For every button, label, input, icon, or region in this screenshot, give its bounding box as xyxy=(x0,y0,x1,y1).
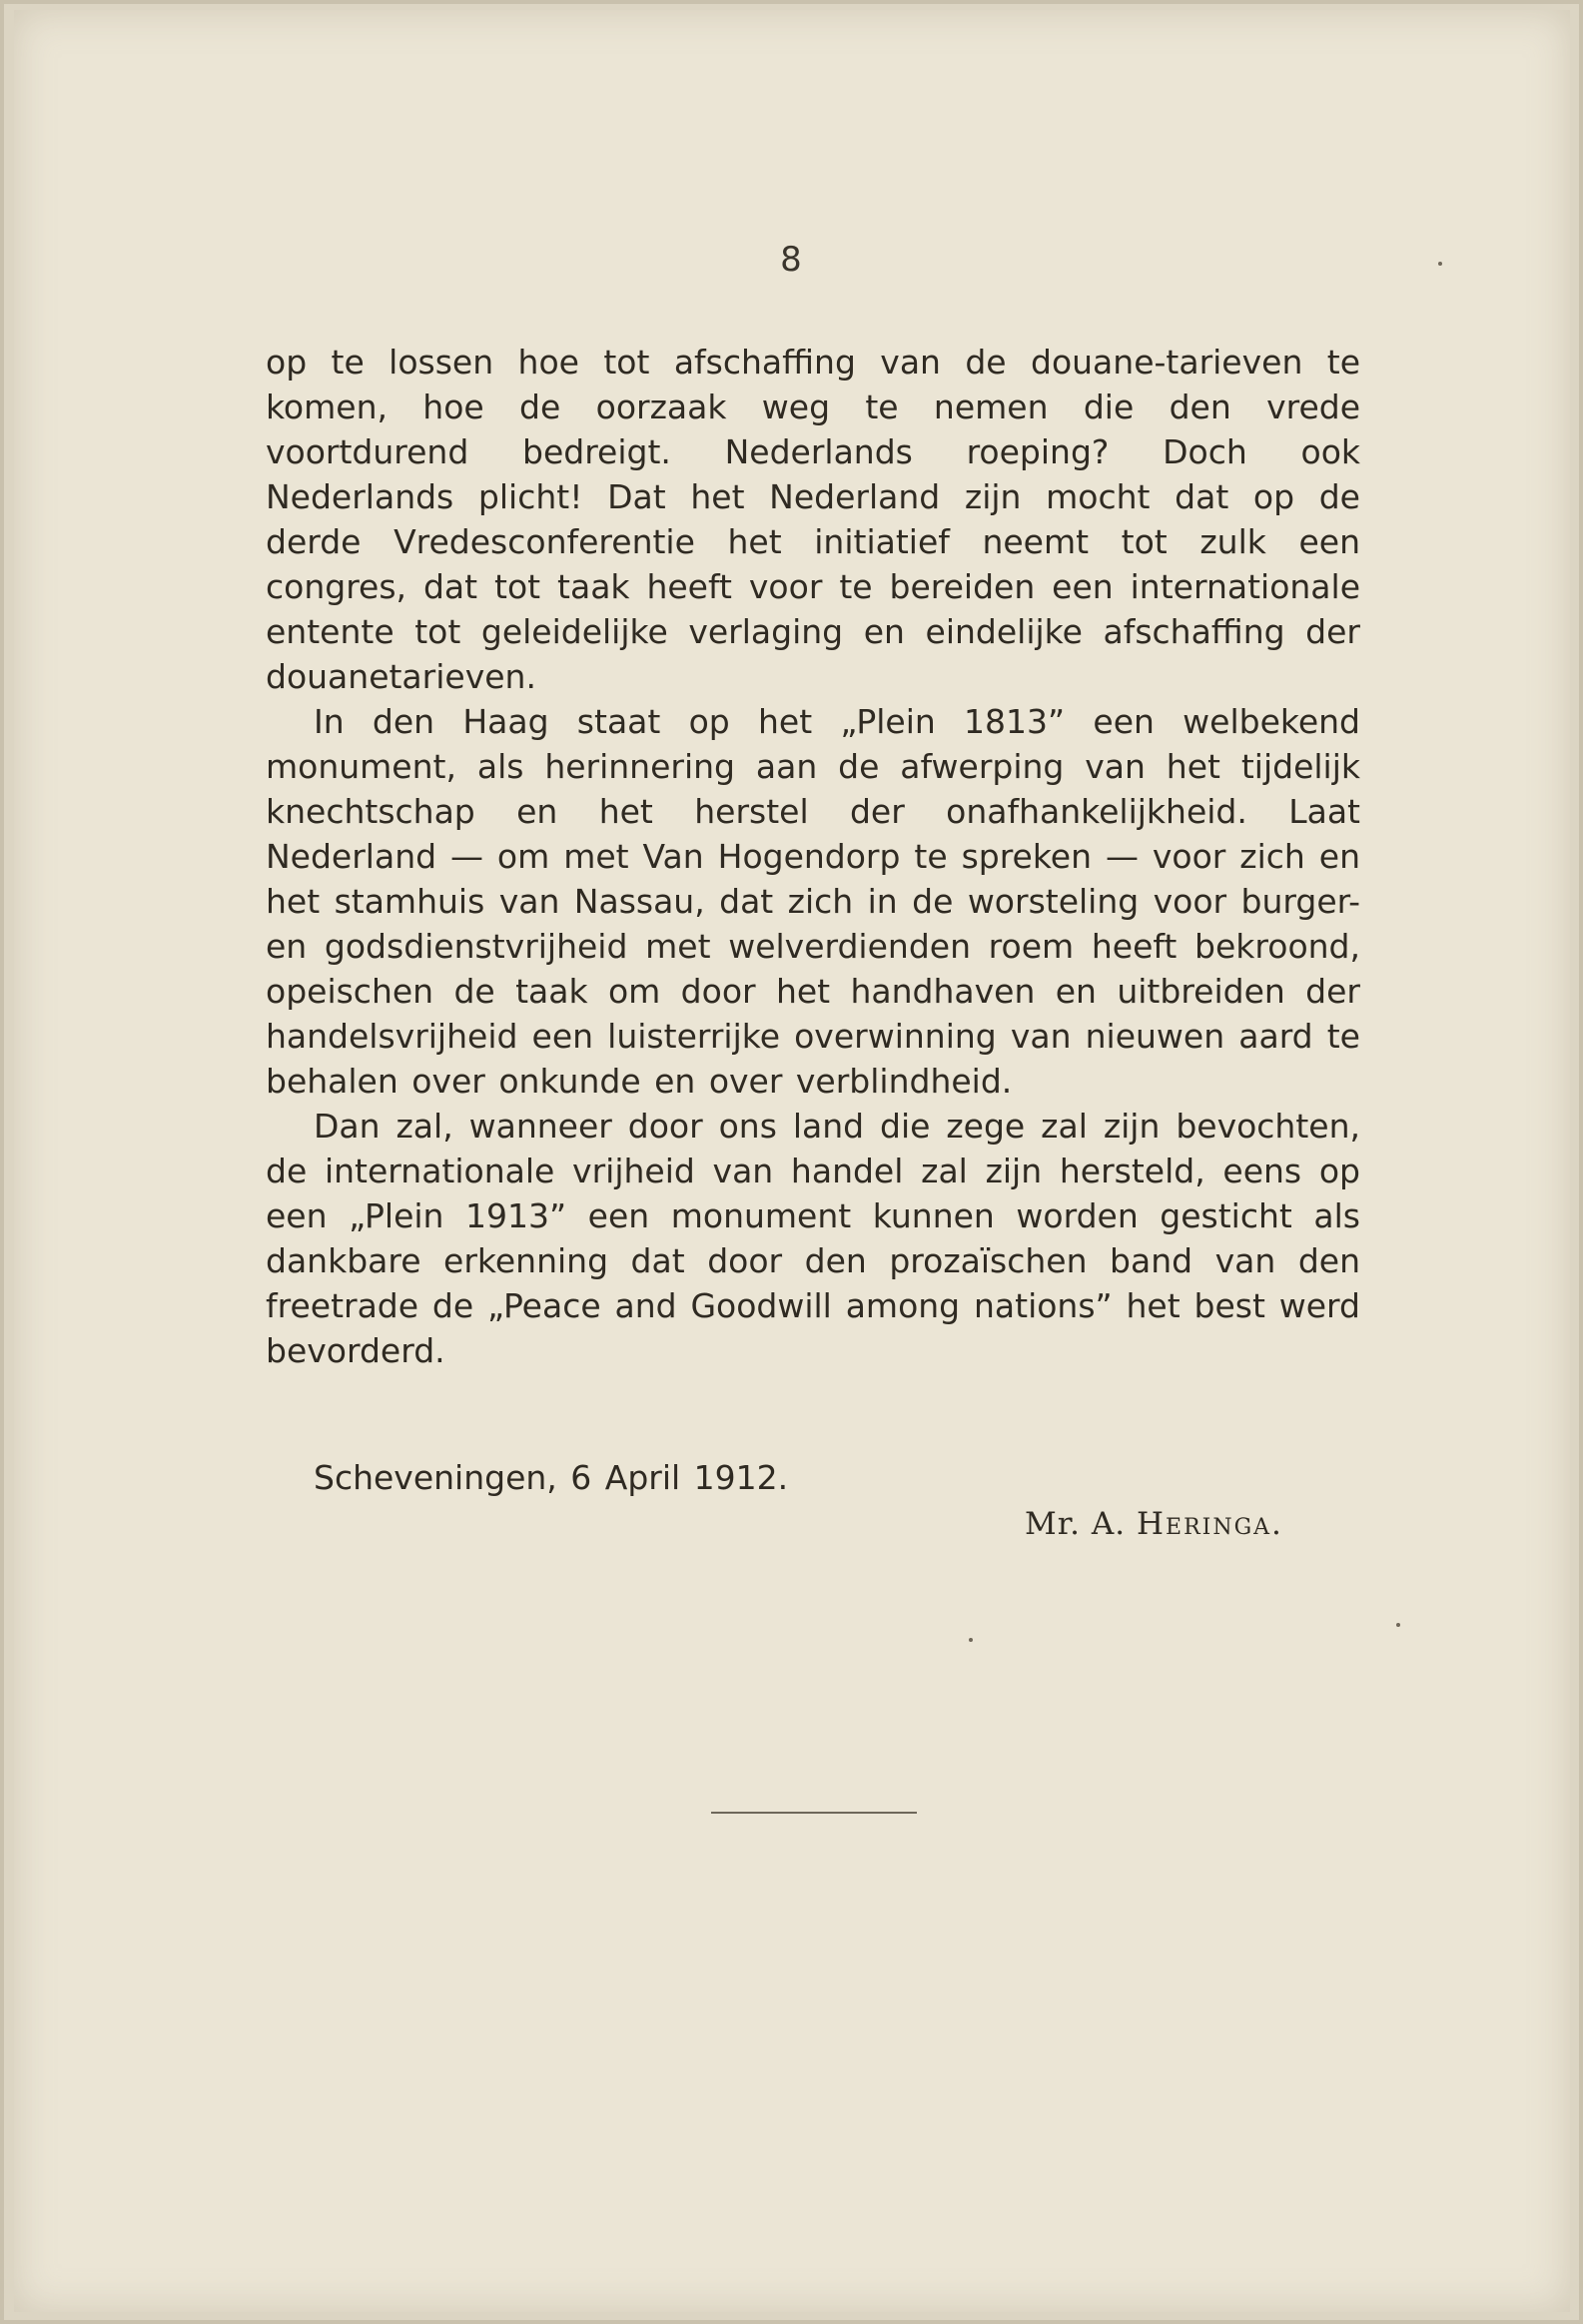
paragraph-1: op te lossen hoe tot afschaffing van de douane-tarieven te komen, hoe de oorzaak weg te nemen die den vrede voortdurend bedreigt. Nederlands roeping? Doch ook Nederlands plicht! Dat het Nederland zijn mocht dat op de derde Vredesconferentie het initiatief neemt tot zulk een congres, dat tot taak heeft voor te bereiden een internationale entente tot geleidelijke verlaging en eindelijke afschaffing der douanetarieven. xyxy=(266,343,1360,696)
page-number: 8 xyxy=(780,240,803,280)
paper-speck xyxy=(1396,1623,1400,1627)
signature-prefix: Mr. A. xyxy=(1025,1506,1137,1542)
place-and-date: Scheveningen, 6 April 1912. xyxy=(314,1458,789,1497)
author-signature xyxy=(1025,1506,1283,1542)
end-rule xyxy=(711,1812,917,1814)
paper-speck xyxy=(969,1638,973,1642)
signature-name: Heringa. xyxy=(1136,1506,1283,1542)
paper-speck xyxy=(1438,262,1442,266)
paragraph-2: In den Haag staat op het „Plein 1813” een welbekend monument, als herinnering aan de afwerping van het tijdelijk knechtschap en het herstel der onafhankelijkheid. Laat Nederland — om met Van Hogendorp te spreken — voor zich en het stamhuis van Nassau, dat zich in de worsteling voor burger- en godsdienstvrijheid met welverdienden roem heeft bekroond, opeischen de taak om door het handhaven en uitbreiden der handelsvrijheid een luisterrijke overwinning van nieuwen aard te behalen over onkunde en over verblindheid. xyxy=(266,702,1360,1101)
paragraph-3: Dan zal, wanneer door ons land die zege zal zijn bevochten, de internationale vrijheid van handel zal zijn hersteld, eens op een „Plein 1913” een monument kunnen worden gesticht als dankbare erkenning dat door den prozaïschen band van den freetrade de „Peace and Goodwill among nations” het best werd bevorderd. xyxy=(266,1107,1360,1370)
body-text xyxy=(266,340,1360,1373)
